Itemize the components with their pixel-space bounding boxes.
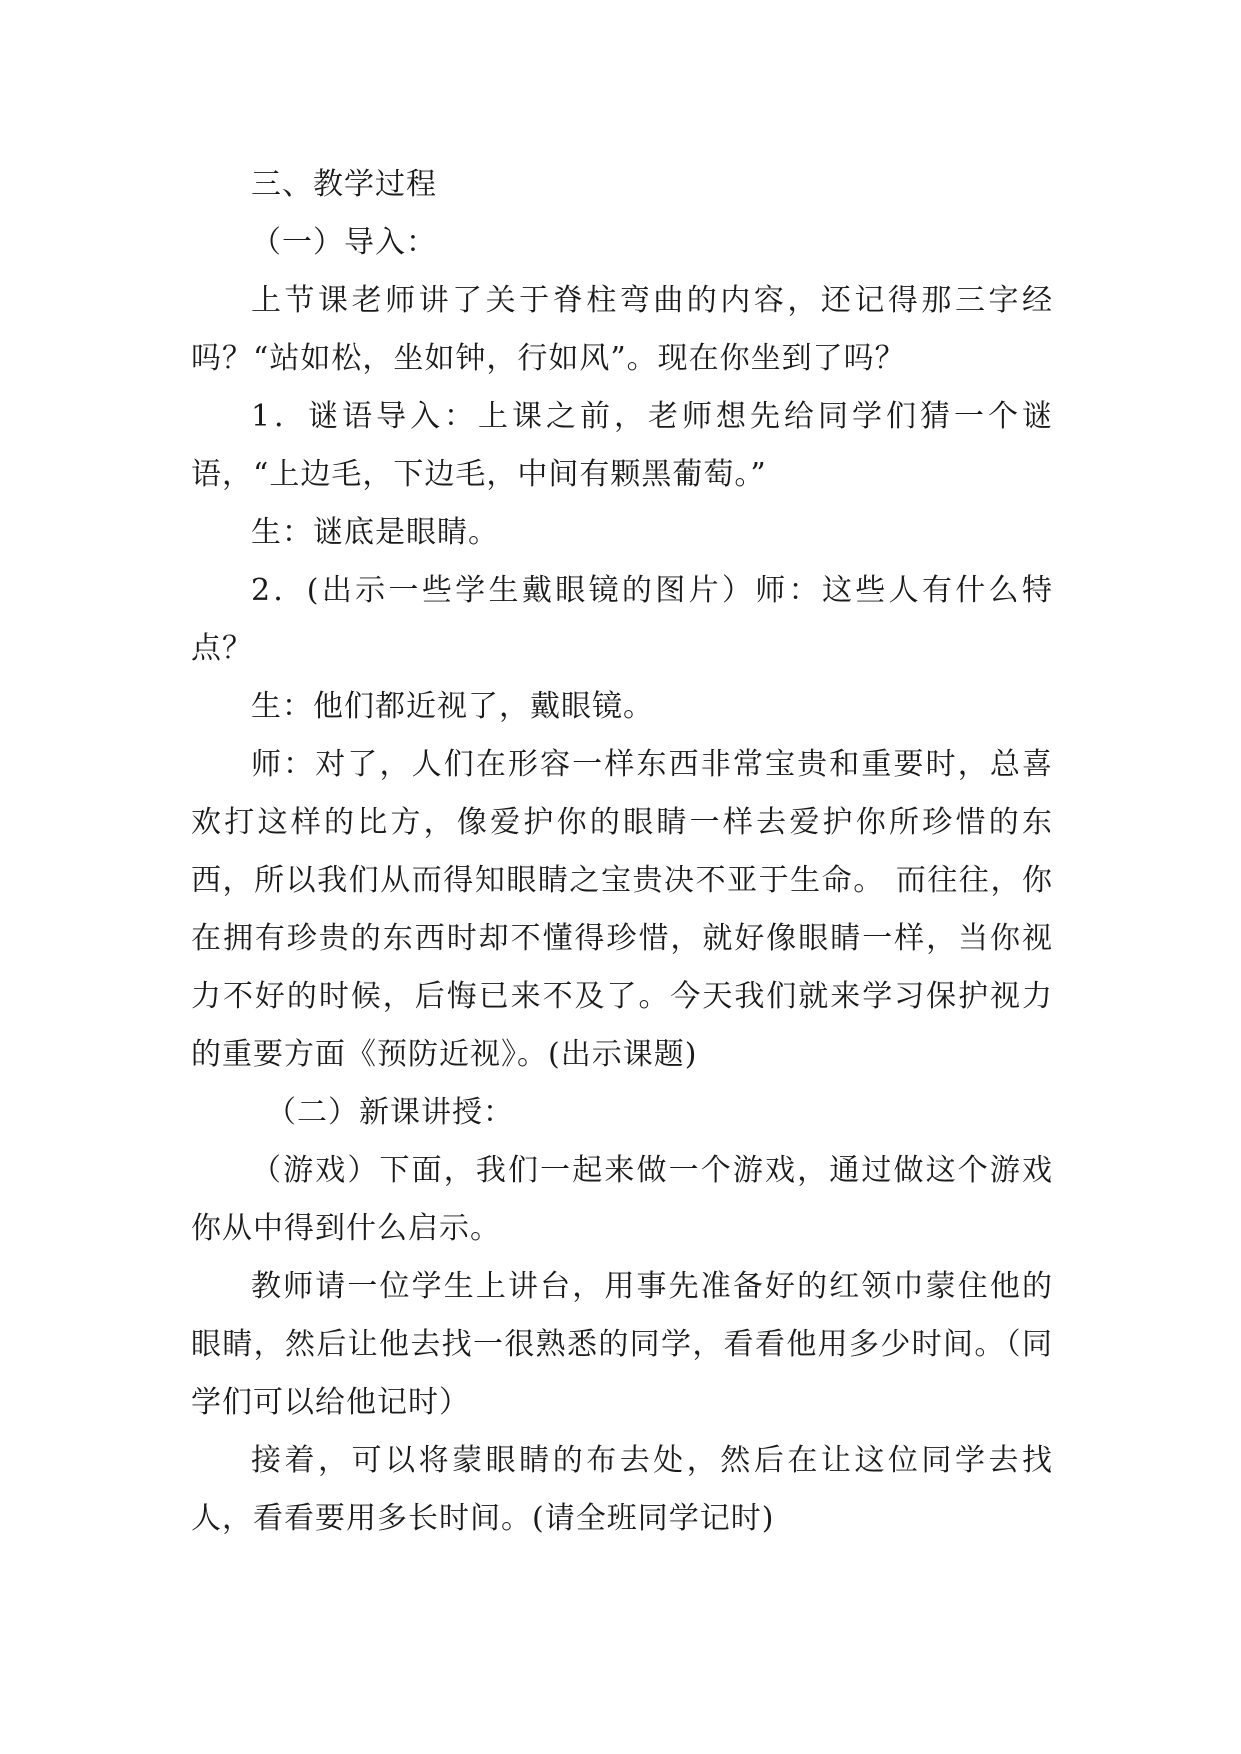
subsection-heading: （二）新课讲授： [266,1095,514,1130]
paragraph: 2．(出示一些学生戴眼镜的图片）师：这些人有什么特点？ [191,573,1053,666]
section-heading: 三、教学过程 [251,167,437,202]
paragraph: （游戏）下面，我们一起来做一个游戏，通过做这个游戏你从中得到什么启示。 [191,1153,1053,1246]
paragraph: 生：他们都近视了，戴眼镜。 [251,689,654,724]
subsection-heading: （一）导入： [251,225,437,260]
document-body [191,156,1053,1548]
paragraph: 教师请一位学生上讲台，用事先准备好的红领巾蒙住他的眼睛，然后让他去找一很熟悉的同学，看看他用多少时间。（同学们可以给他记时） [191,1269,1053,1420]
paragraph: 接着，可以将蒙眼睛的布去处，然后在让这位同学去找人，看看要用多长时间。(请全班同学记时) [191,1443,1053,1536]
paragraph: 1．谜语导入：上课之前，老师想先给同学们猜一个谜语，“上边毛，下边毛，中间有颗黑葡萄。” [191,399,1053,492]
paragraph: 生：谜底是眼睛。 [251,515,499,550]
paragraph: 师：对了，人们在形容一样东西非常宝贵和重要时，总喜欢打这样的比方，像爱护你的眼睛一样去爱护你所珍惜的东西，所以我们从而得知眼睛之宝贵决不亚于生命。 而往往，你在拥有珍贵的东西时却不懂得珍惜，就好像眼睛一样，当你视力不好的时候，后悔已来不及了。今天我们就来学习保护视力的重要方面《预防近视》。(出示课题) [191,747,1053,1072]
paragraph: 上节课老师讲了关于脊柱弯曲的内容，还记得那三字经吗？“站如松，坐如钟，行如风”。现在你坐到了吗？ [191,283,1053,376]
